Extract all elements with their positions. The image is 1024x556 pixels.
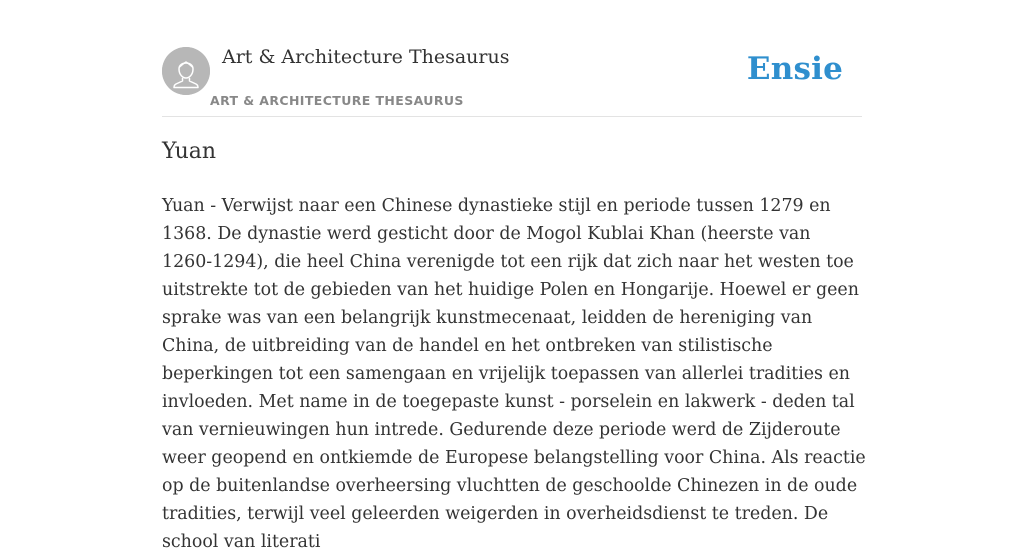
article-title: Yuan <box>162 139 217 164</box>
source-subtitle: ART & ARCHITECTURE THESAURUS <box>210 93 464 108</box>
source-name-link[interactable]: Art & Architecture Thesaurus <box>222 46 510 68</box>
ensie-logo[interactable]: Ensie <box>746 51 843 87</box>
user-icon <box>162 47 210 95</box>
header <box>162 0 862 117</box>
article-body: Yuan - Verwijst naar een Chinese dynastieke stijl en periode tussen 1279 en 1368. De dynastie werd gesticht door de Mogol Kublai Khan (heerste van 1260-1294), die heel China verenigde tot een rijk dat zich naar het westen toe uitstrekte tot de gebieden van het huidige Polen en Hongarije. Hoewel er geen sprake was van een belangrijk kunstmecenaat, leidden de hereniging van China, de uitbreiding van de handel en het ontbreken van stilistische beperkingen tot een samengaan en vrijelijk toepassen van allerlei tradities en invloeden. Met name in de toegepaste kunst - porselein en lakwerk - deden tal van vernieuwingen hun intrede. Gedurende deze periode werd de Zijderoute weer geopend en ontkiemde de Europese belangstelling voor China. Als reactie op de buitenlandse overheersing vluchtten de geschoolde Chinezen in de oude tradities, terwijl veel geleerden weigerden in overheidsdienst te treden. De school van literati <box>162 196 866 552</box>
source-avatar[interactable] <box>162 47 210 95</box>
